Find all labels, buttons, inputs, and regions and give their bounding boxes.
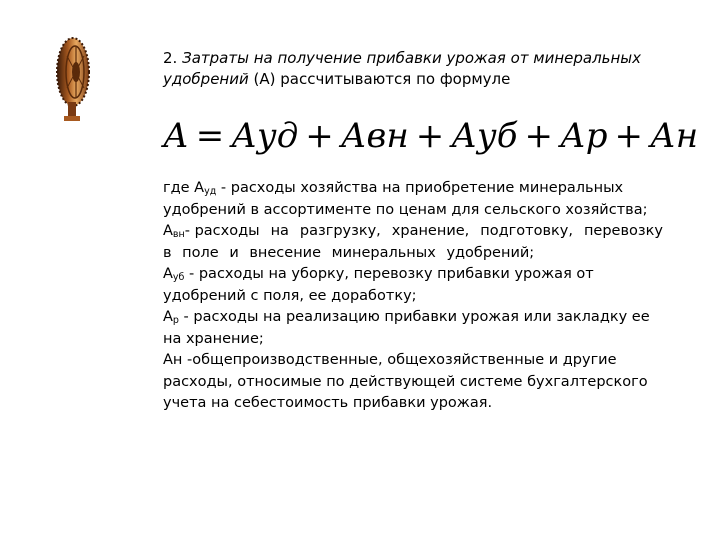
definition-text: - расходы хозяйства на приобретение минеральных bbox=[216, 180, 624, 196]
formula-plus: + bbox=[614, 116, 643, 156]
symbol-subscript: уд bbox=[204, 186, 217, 197]
definition-line: удобрений с поля, ее доработку; bbox=[163, 287, 417, 304]
symbol-subscript: р bbox=[172, 315, 179, 326]
word: подготовку, bbox=[480, 223, 573, 239]
formula-term: Ауб bbox=[451, 116, 518, 156]
word: $А_{вн}-$ расходы bbox=[163, 223, 260, 240]
definition-line bbox=[163, 243, 663, 265]
wooden-wheel-icon bbox=[54, 36, 92, 124]
definition-line bbox=[163, 221, 663, 243]
definition-text: - расходы на уборку, перевозку прибавки урожая от bbox=[184, 266, 594, 282]
definition-line: на хранение; bbox=[163, 330, 264, 347]
definition-line: Ан -общепроизводственные, общехозяйственные и другие bbox=[163, 352, 617, 368]
word: разгрузку, bbox=[299, 223, 381, 239]
word: поле bbox=[182, 244, 219, 261]
word: перевозку bbox=[583, 223, 663, 239]
slide-title bbox=[163, 48, 683, 90]
word: хранение, bbox=[391, 223, 470, 239]
word: минеральных bbox=[331, 244, 436, 261]
definition-line bbox=[163, 264, 663, 286]
word: в bbox=[163, 244, 172, 261]
title-number: 2. bbox=[163, 49, 178, 67]
formula-term: Авн bbox=[340, 116, 409, 156]
definition-line: расходы, относимые по действующей системе бухгалтерского bbox=[163, 373, 648, 390]
formula-equals: = bbox=[195, 116, 225, 156]
formula bbox=[163, 113, 699, 159]
formula-plus: + bbox=[524, 116, 553, 156]
word: на bbox=[270, 223, 289, 239]
formula-lhs: А bbox=[163, 116, 189, 156]
word: удобрений; bbox=[446, 244, 535, 261]
title-emphasis-1: Затраты на получение прибавки урожая от минеральных bbox=[182, 49, 642, 67]
symbol-subscript: вн bbox=[172, 229, 185, 240]
symbol: А bbox=[163, 266, 173, 282]
definitions-text bbox=[163, 178, 663, 415]
definition-line bbox=[163, 307, 663, 329]
word: и bbox=[229, 244, 239, 261]
title-rest: (А) рассчитываются по формуле bbox=[253, 70, 511, 88]
symbol-subscript: уб bbox=[172, 272, 185, 283]
formula-term: Ар bbox=[559, 116, 608, 156]
formula-plus: + bbox=[305, 116, 334, 156]
title-emphasis-2: удобрений bbox=[163, 70, 249, 88]
definition-line: удобрений в ассортименте по ценам для сельского хозяйства; bbox=[163, 201, 648, 218]
symbol: где А bbox=[163, 180, 205, 196]
definition-line: учета на себестоимость прибавки урожая. bbox=[163, 395, 493, 411]
formula-plus: + bbox=[415, 116, 445, 156]
definition-line bbox=[163, 178, 663, 200]
formula-term: Ан bbox=[649, 116, 699, 156]
definition-text: - расходы на реализацию прибавки урожая или закладку ее bbox=[178, 309, 650, 325]
formula-term: Ауд bbox=[231, 116, 299, 156]
word: внесение bbox=[249, 244, 322, 261]
symbol: А bbox=[163, 309, 173, 325]
